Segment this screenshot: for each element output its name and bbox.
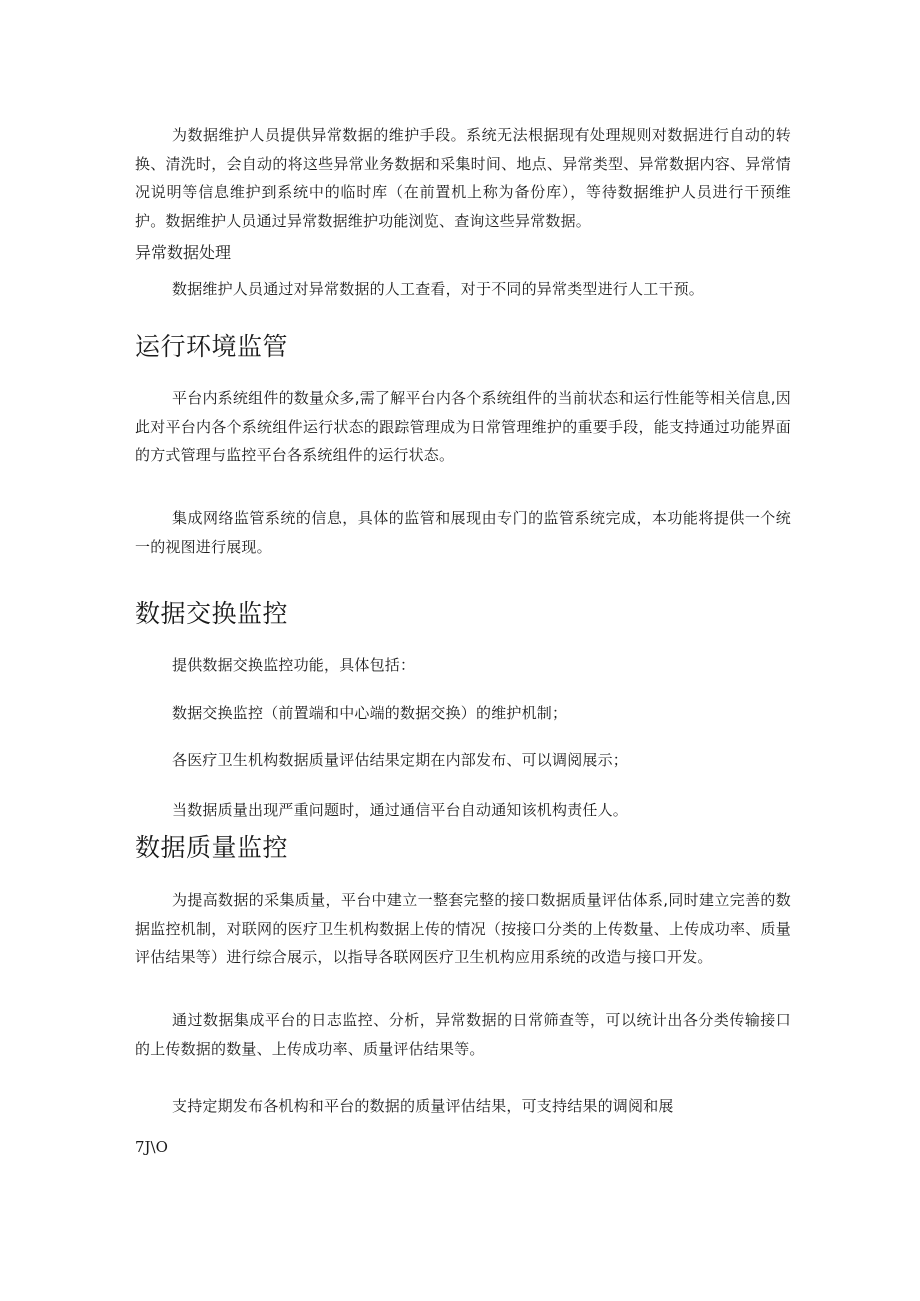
page-marker: 7J\O	[135, 1138, 168, 1156]
runtime-paragraph: 平台内系统组件的数量众多,需了解平台内各个系统组件的当前状态和运行性能等相关信息,因此对平台内各个系统组件运行状态的跟踪管理成为日常管理维护的重要手段，能支持通过功能界面的方式管理与监控平台各系统组件的运行状态。	[135, 389, 791, 464]
exchange-item-line: 各医疗卫生机构数据质量评估结果定期在内部发布、可以调阅展示；	[172, 751, 629, 769]
exchange-intro-line: 提供数据交换监控功能，具体包括：	[172, 656, 416, 674]
section-title-data-exchange-monitoring: 数据交换监控	[135, 599, 289, 628]
quality-paragraph: 为提高数据的采集质量，平台中建立一整套完整的接口数据质量评估体系,同时建立完善的数据监控机制，对联网的医疗卫生机构数据上传的情况（按接口分类的上传数量、上传成功率、质量评估结果等）进行综合展示，以指导各联网医疗卫生机构应用系统的改造与接口开发。	[135, 891, 791, 966]
intro-paragraph: 为数据维护人员提供异常数据的维护手段。系统无法根据现有处理规则对数据进行自动的转换、清洗时，会自动的将这些异常业务数据和采集时间、地点、异常类型、异常数据内容、异常情况说明等信息维护到系统中的临时库（在前置机上称为备份库），等待数据维护人员进行干预维护。数据维护人员通过异常数据维护功能浏览、查询这些异常数据。	[135, 126, 791, 230]
exchange-item-line: 当数据质量出现严重问题时，通过通信平台自动通知该机构责任人。	[172, 801, 629, 819]
exchange-item-line: 数据交换监控（前置端和中心端的数据交换）的维护机制；	[172, 704, 568, 722]
exception-paragraph: 数据维护人员通过对异常数据的人工查看，对于不同的异常类型进行人工干预。	[172, 280, 705, 298]
quality-paragraph: 支持定期发布各机构和平台的数据的质量评估结果，可支持结果的调阅和展	[172, 1097, 674, 1115]
runtime-paragraph: 集成网络监管系统的信息，具体的监管和展现由专门的监管系统完成，本功能将提供一个统一的视图进行展现。	[135, 509, 791, 556]
section-title-data-quality-monitoring: 数据质量监控	[135, 833, 289, 862]
section-title-runtime-monitoring: 运行环境监管	[135, 332, 289, 361]
sub-heading-exception-handling: 异常数据处理	[135, 243, 232, 262]
quality-paragraph: 通过数据集成平台的日志监控、分析，异常数据的日常筛查等，可以统计出各分类传输接口的上传数据的数量、上传成功率、质量评估结果等。	[135, 1011, 791, 1058]
